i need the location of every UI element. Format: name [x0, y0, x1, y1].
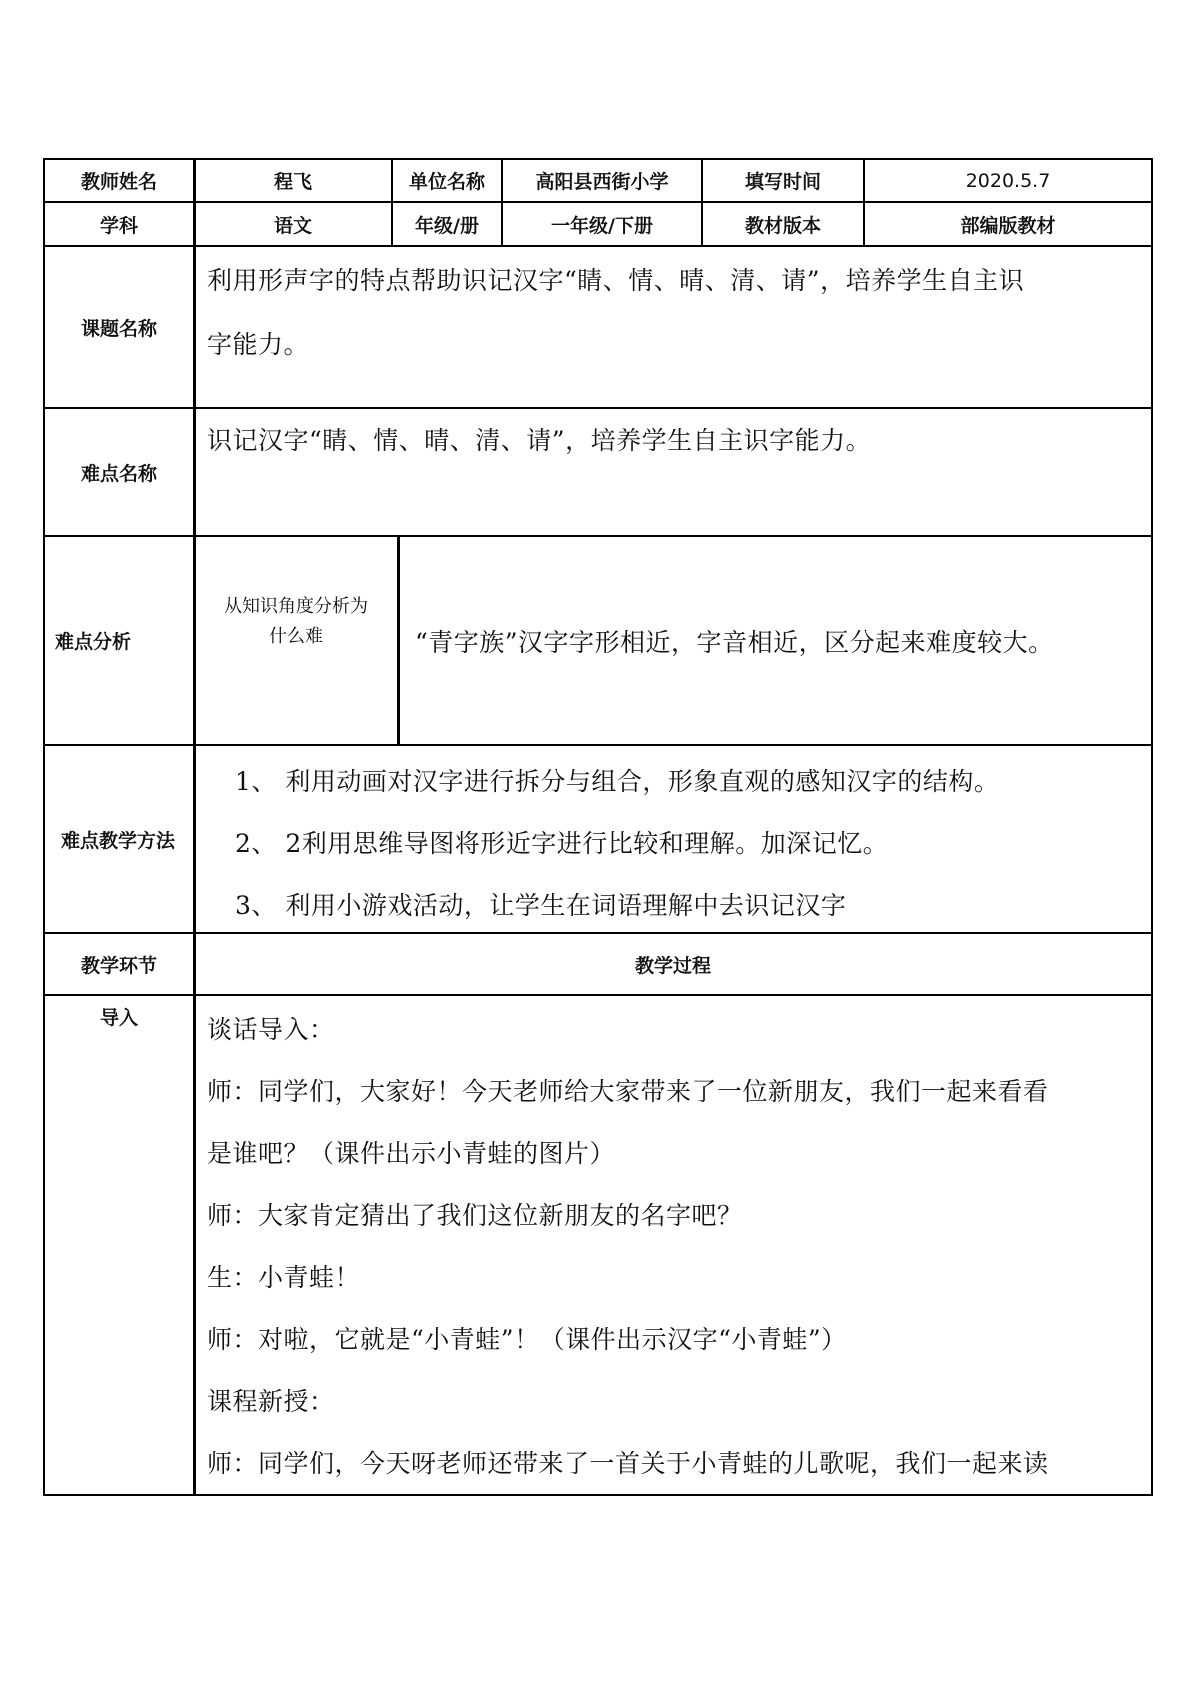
intro-content	[207, 996, 1147, 1494]
analysis-label: 难点分析	[55, 631, 132, 653]
stage-header: 教学环节	[80, 954, 157, 977]
subject-label: 学科	[99, 214, 138, 237]
difficulty-content	[207, 409, 1147, 535]
fill-date-label: 填写时间	[744, 171, 821, 193]
intro-line: 师：大家肯定猜出了我们这位新朋友的名字吧？	[207, 1201, 743, 1230]
edition-label: 教材版本	[744, 214, 821, 237]
grade-label: 年级/册	[415, 214, 479, 237]
analysis-sub-label-line: 什么难	[269, 626, 323, 647]
unit-name-value: 高阳县西街小学	[535, 171, 669, 193]
lesson-plan-table	[43, 158, 1153, 1496]
difficulty-text: 识记汉字“睛、情、晴、清、请”，培养学生自主识字能力。	[207, 426, 872, 455]
edition-value: 部编版教材	[960, 214, 1056, 237]
subject-value: 语文	[273, 214, 312, 237]
intro-line: 师：同学们，今天呀老师还带来了一首关于小青蛙的儿歌呢，我们一起来读	[207, 1449, 1049, 1478]
method-item: 1、 利用动画对汉字进行拆分与组合，形象直观的感知汉字的结构。	[235, 767, 1000, 796]
intro-line: 课程新授：	[207, 1387, 335, 1416]
teacher-name-label: 教师姓名	[80, 171, 157, 193]
method-item: 3、 利用小游戏活动，让学生在词语理解中去识记汉字	[235, 891, 847, 920]
intro-line: 谈话导入：	[207, 1015, 335, 1044]
methods-label: 难点教学方法	[60, 829, 175, 852]
analysis-content	[415, 537, 1149, 744]
unit-name-label: 单位名称	[408, 171, 485, 193]
analysis-text: “青字族”汉字字形相近，字音相近，区分起来难度较大。	[415, 628, 1054, 657]
method-item: 2、 2利用思维导图将形近字进行比较和理解。加深记忆。	[235, 829, 889, 858]
process-header: 教学过程	[634, 954, 711, 977]
intro-line: 生：小青蛙！	[207, 1263, 361, 1292]
difficulty-label: 难点名称	[80, 462, 157, 485]
analysis-sub-label-line: 从知识角度分析为	[224, 596, 368, 617]
label-column-divider	[193, 160, 196, 1494]
fill-date-value: 2020.5.7	[965, 169, 1051, 192]
intro-label: 导入	[99, 1006, 138, 1029]
topic-line: 字能力。	[207, 330, 310, 359]
topic-label: 课题名称	[80, 317, 157, 340]
analysis-sub-label	[195, 537, 397, 707]
methods-content	[235, 746, 1145, 932]
intro-line: 是谁吧？（课件出示小青蛙的图片）	[207, 1139, 616, 1168]
intro-line: 师：同学们，大家好！今天老师给大家带来了一位新朋友，我们一起来看看	[207, 1077, 1049, 1106]
topic-line: 利用形声字的特点帮助识记汉字“睛、情、晴、清、请”，培养学生自主识	[207, 266, 1025, 295]
teacher-name-value: 程飞	[273, 171, 312, 193]
analysis-sub-divider	[397, 535, 400, 744]
topic-content	[207, 247, 1147, 407]
grade-value: 一年级/下册	[551, 214, 653, 237]
intro-line: 师：对啦，它就是“小青蛙”！（课件出示汉字“小青蛙”）	[207, 1325, 847, 1354]
